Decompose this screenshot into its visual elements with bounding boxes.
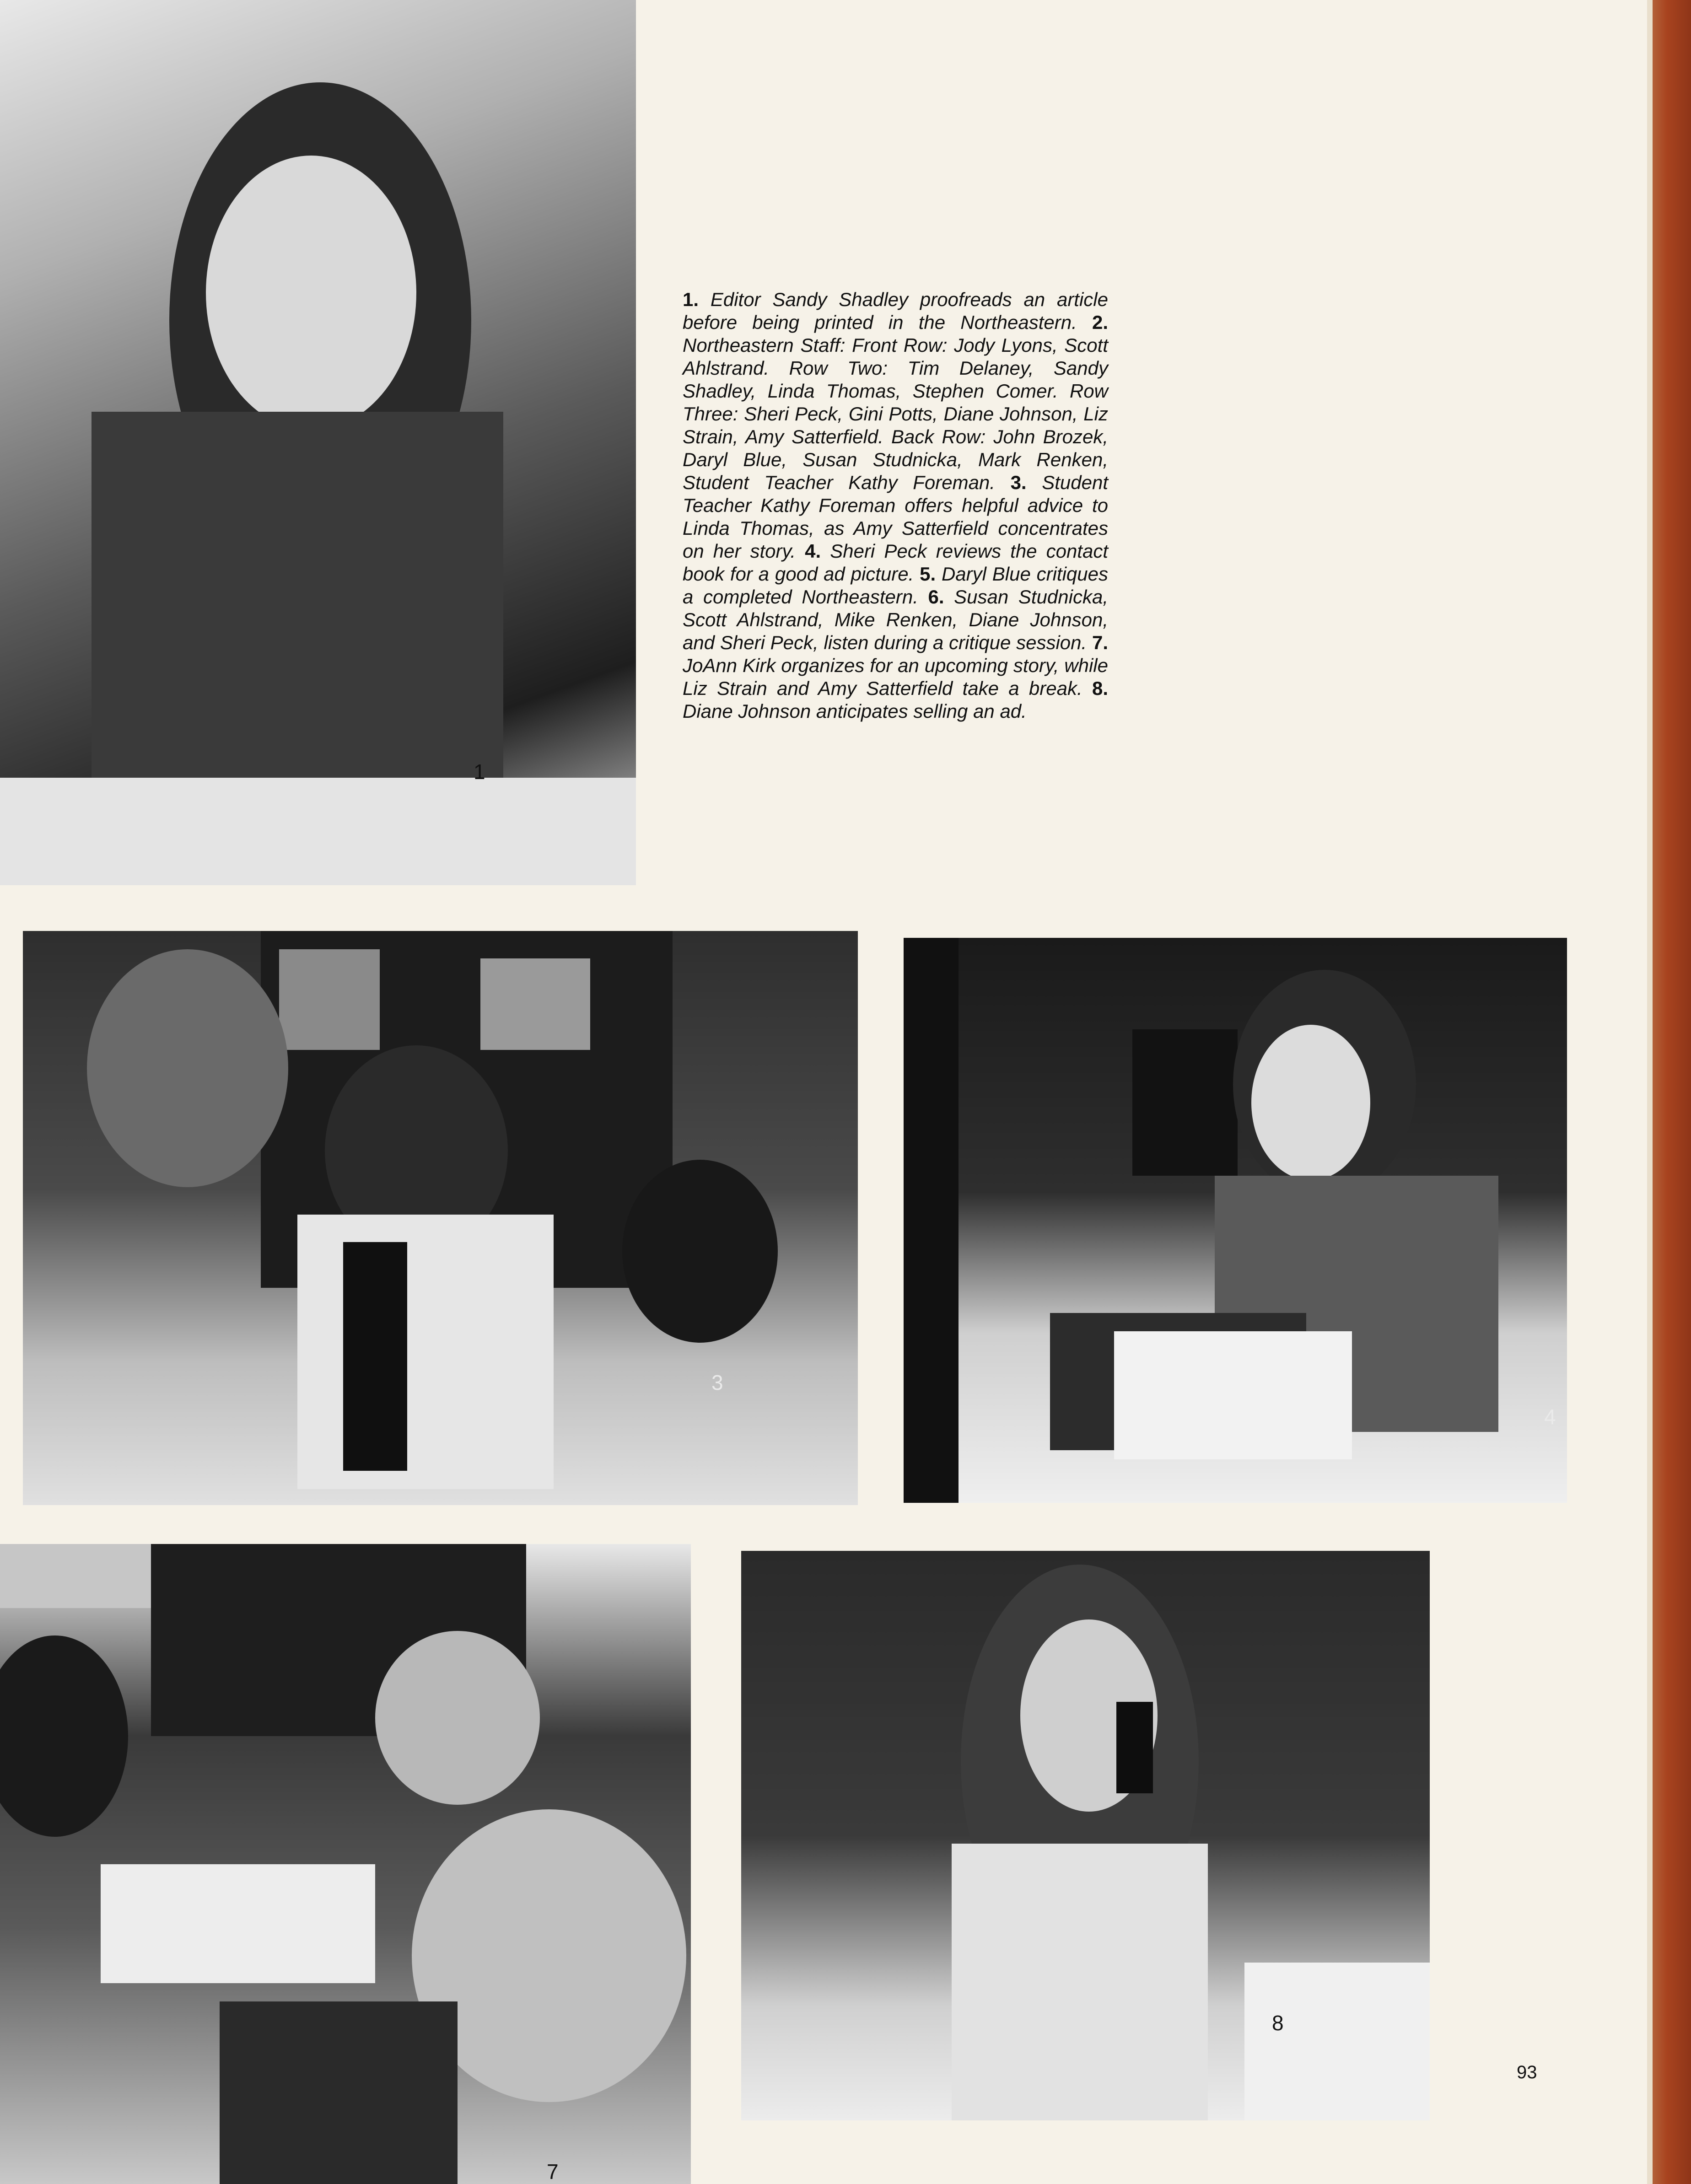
photo-number: 7: [547, 2160, 559, 2184]
caption-5-text: Daryl Blue critiques a completed Northeastern.: [683, 563, 1109, 608]
caption-7-text: JoAnn Kirk organizes for an upcoming story, while Liz Strain and Amy Satterfield take a break.: [683, 655, 1108, 699]
caption-7-number: 7.: [1092, 632, 1108, 653]
photo-captions: [683, 288, 1108, 723]
caption-4-number: 4.: [805, 540, 821, 562]
caption-5-number: 5.: [920, 563, 936, 585]
caption-3-number: 3.: [1010, 472, 1027, 493]
caption-6-number: 6.: [928, 586, 944, 608]
book-binding-edge: [1647, 0, 1691, 2184]
page-number: 93: [1517, 2062, 1537, 2082]
photo-4: [904, 938, 1567, 1503]
caption-1-text: Editor Sandy Shadley proofreads an article before being printed in the Northeastern.: [683, 289, 1108, 333]
photo-number: 1: [474, 760, 485, 784]
caption-8-text: Diane Johnson anticipates selling an ad.: [683, 700, 1027, 722]
caption-1-number: 1.: [683, 289, 699, 310]
caption-4-text: Sheri Peck reviews the contact book for a good ad picture.: [683, 540, 1108, 585]
caption-8-number: 8.: [1092, 678, 1108, 699]
photo-8: [741, 1551, 1430, 2120]
photo-number: 4: [1544, 1405, 1556, 1429]
photo-1: [0, 0, 636, 885]
photo-number: 3: [711, 1371, 723, 1394]
caption-3-text: Student Teacher Kathy Foreman offers helpful advice to Linda Thomas, as Amy Satterfield concentrates on her story.: [683, 472, 1108, 562]
caption-2-number: 2.: [1092, 312, 1108, 333]
photo-3: [23, 931, 858, 1505]
caption-6-text: Susan Studnicka, Scott Ahlstrand, Mike Renken, Diane Johnson, and Sheri Peck, listen during a critique session.: [683, 586, 1108, 653]
caption-2-text: Northeastern Staff: Front Row: Jody Lyons, Scott Ahlstrand. Row Two: Tim Delaney, Sandy Shadley, Linda Thomas, Stephen Comer. Row Three: Sheri Peck, Gini Potts, Diane Johnson, Liz Strain, Amy Satterfield. Back Row: John Brozek, Daryl Blue, Susan Studnicka, Mark Renken, Student Teacher Kathy Foreman.: [683, 334, 1108, 493]
photo-7: [0, 1544, 691, 2184]
photo-number: 8: [1272, 2011, 1284, 2035]
